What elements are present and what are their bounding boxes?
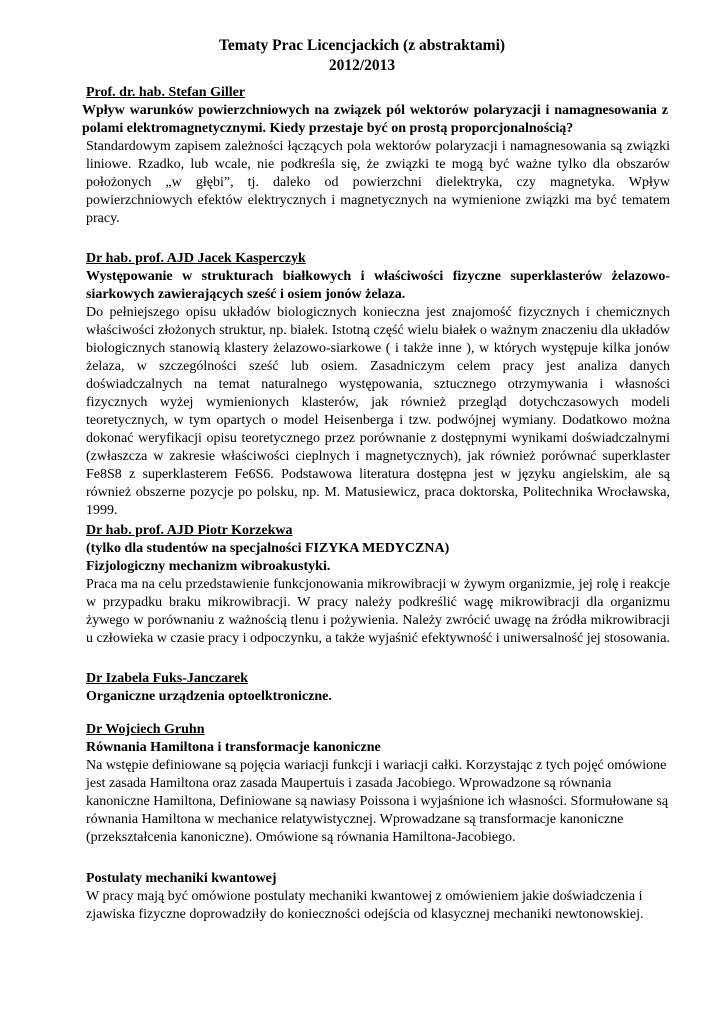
thesis-abstract: Do pełniejszego opisu układów biologicznych konieczna jest znajomość fizycznych i chemicznych właściwości złożonych struktur, np. białek. Istotną część wielu białek o ważnym znaczeniu dla układów biologicznych stanowią klastery żelazowo-siarkowe ( i także inne ), w których występuje kilka jonów żelaza, w szczególności sześć lub osiem. Zasadniczym celem pracy jest analiza danych doświadczalnych na temat naturalnego występowania, sztucznego otrzymywania i własności fizycznych wyżej wymienionych klasterów, jak również przegląd dotychczasowych modeli teoretycznych, w tym opartych o model Heisenberga i tzw. podwójnej wymiany. Dodatkowo można dokonać weryfikacji opisu teoretycznego przez porównanie z dostępnymi wynikami doświadczalnymi (zwłaszcza w zakresie właściwości cieplnych i magnetycznych), jak również porównać superklaster Fe8S8 z superklasterem Fe6S6. Podstawowa literatura dostępna jest w języku angielskim, ale są również obszerne pozycje po polsku, np. M. Matusiewicz, praca doktorska, Politechnika Wrocławska, 1999. (86, 305, 670, 518)
thesis-abstract: Standardowym zapisem zależności łączących pola wektorów polaryzacji i namagnesowania są związki liniowe. Rzadko, lub wcale, nie podkreśla się, że związki te mogą być ważne tylko dla obszarów położonych „w głębi”, tj. daleko od powierzchni dielektryka, czy magnetyka. Wpływ powierzchniowych efektów elektrycznych i magnetycznych na wymienione związki ma być tematem pracy. (86, 139, 670, 226)
document-title: Tematy Prac Licencjackich (z abstraktami) (218, 37, 506, 54)
thesis-topic: Równania Hamiltona i transformacje kanoniczne (86, 740, 381, 755)
thesis-topic: Wpływ warunków powierzchniowych na związek pól wektorów polaryzacji i namagnesowania z polami elektromagnetycznymi. Kiedy przestaje być on prostą proporcjonalnością? (82, 103, 668, 136)
thesis-topic: Fizjologiczny mechanizm wibroakustyki. (86, 559, 331, 574)
thesis-topic: Organiczne urządzenia optoelktroniczne. (86, 689, 332, 704)
thesis-section-kasperczyk (86, 250, 670, 520)
thesis-abstract: Praca ma na celu przedstawienie funkcjonowania mikrowibracji w żywym organizmie, jej rolę i reakcje w przypadku braku mikrowibracji. W pracy należy podkreślić wagę mikrowibracji dla organizmu żywego w porównaniu z ważnością tlenu i pożywienia. Należy zwrócić uwagę na źródła mikrowibracji u człowieka w czasie pracy i odpoczynku, a także wyjaśnić efektywność i uniwersalność jej stosowania. (86, 577, 670, 646)
academic-year: 2012/2013 (328, 57, 396, 74)
supervisor-name: Dr Wojciech Gruhn (86, 722, 205, 737)
thesis-abstract: Na wstępie definiowane są pojęcia wariacji funkcji i wariacji całki. Korzystając z tych pojęć omówione jest zasada Hamiltona oraz zasada Maupertuis i zasada Jacobiego. Wprowadzone są równania kanoniczne Hamiltona, Definiowane są nawiasy Poissona i wyjaśnione ich własności. Sformułowane są równania Hamiltona w mechanice relatywistycznej. Wprowadzane są transformacje kanoniczne (przekształcenia kanoniczne). Omówione są równania Hamiltona-Jacobiego. (86, 758, 669, 845)
thesis-section-fuks-janczarek (86, 670, 670, 706)
supervisor-name: Dr hab. prof. AJD Jacek Kasperczyk (86, 251, 306, 266)
thesis-abstract: W pracy mają być omówione postulaty mechaniki kwantowej z omówieniem jakie doświadczenia i zjawiska fizyczne doprowadziły do konieczności odejścia od klasycznej mechaniki newtonowskiej. (86, 889, 644, 922)
supervisor-name: Dr hab. prof. AJD Piotr Korzekwa (86, 523, 293, 538)
thesis-section-gruhn (86, 721, 670, 847)
thesis-section-korzekwa (86, 522, 670, 648)
thesis-topic: Występowanie w strukturach białkowych i właściwości fizyczne superklasterów żelazowo-siarkowych zawierających sześć i osiem jonów żelaza. (86, 269, 670, 302)
thesis-topic: Postulaty mechaniki kwantowej (86, 871, 277, 886)
supervisor-name: Dr Izabela Fuks-Janczarek (86, 671, 249, 686)
specialization-note: (tylko dla studentów na specjalności FIZYKA MEDYCZNA) (86, 541, 450, 556)
supervisor-name: Prof. dr. hab. Stefan Giller (86, 85, 246, 100)
thesis-section-quantum-postulates (86, 870, 670, 924)
thesis-section-giller (82, 84, 670, 228)
